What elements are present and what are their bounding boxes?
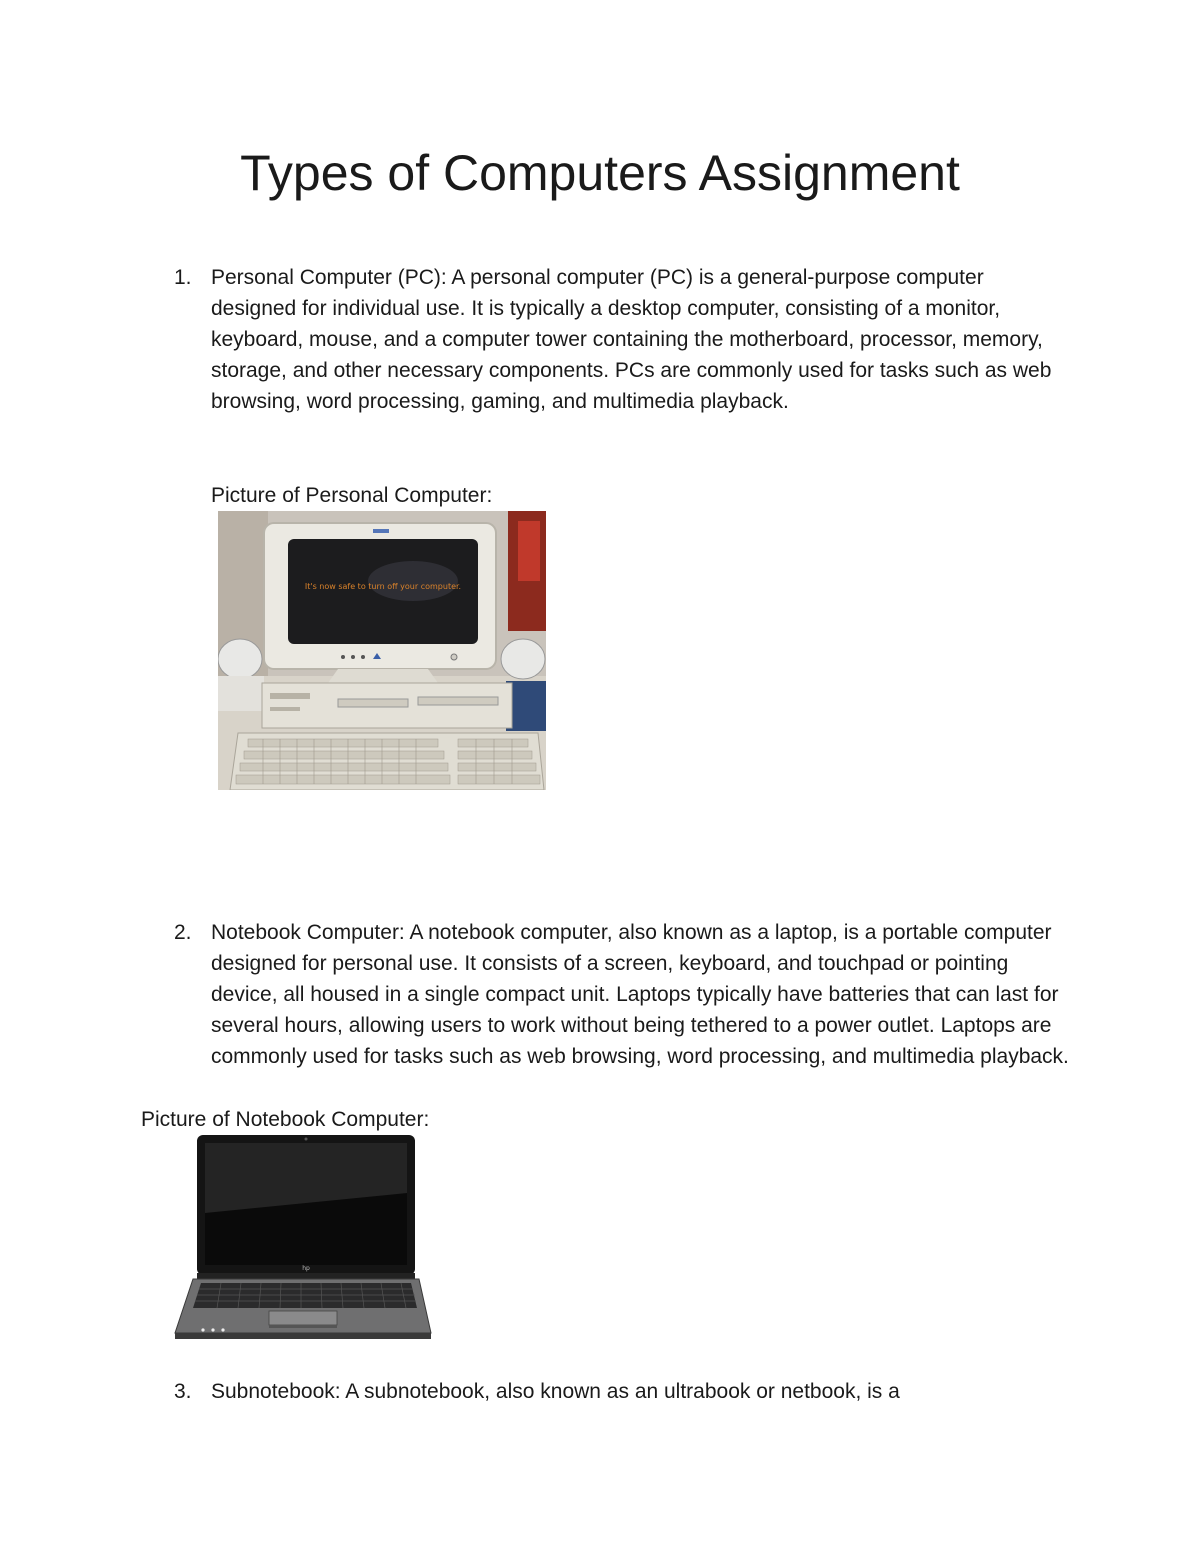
personal-computer-image	[218, 511, 546, 790]
list-item-text: Personal Computer (PC): A personal computer (PC) is a general-purpose computer designed for individual use. It is typically a desktop computer, consisting of a monitor, keyboard, mouse, and a computer tower containing the motherboard, processor, memory, storage, and other necessary components. PCs are commonly used for tasks such as web browsing, word processing, gaming, and multimedia playback.	[211, 266, 1052, 413]
notebook-computer-image	[171, 1133, 433, 1341]
list-number: 1.	[174, 266, 192, 289]
image-caption: Picture of Notebook Computer:	[141, 1108, 430, 1131]
svg-text:hp: hp	[302, 1265, 310, 1272]
list-item-text: Subnotebook: A subnotebook, also known as an ultrabook or netbook, is a	[211, 1380, 900, 1403]
list-number: 2.	[174, 921, 192, 944]
list-item-text: Notebook Computer: A notebook computer, also known as a laptop, is a portable computer designed for personal use. It consists of a screen, keyboard, and touchpad or pointing device, all housed in a single compact unit. Laptops typically have batteries that can last for several hours, allowing users to work without being tethered to a power outlet. Laptops are commonly used for tasks such as web browsing, word processing, and multimedia playback.	[211, 921, 1069, 1068]
image-caption: Picture of Personal Computer:	[211, 484, 493, 507]
screen-message: It's now safe to turn off your computer.	[304, 582, 462, 591]
page-title: Types of Computers Assignment	[240, 145, 960, 201]
list-number: 3.	[174, 1380, 192, 1403]
